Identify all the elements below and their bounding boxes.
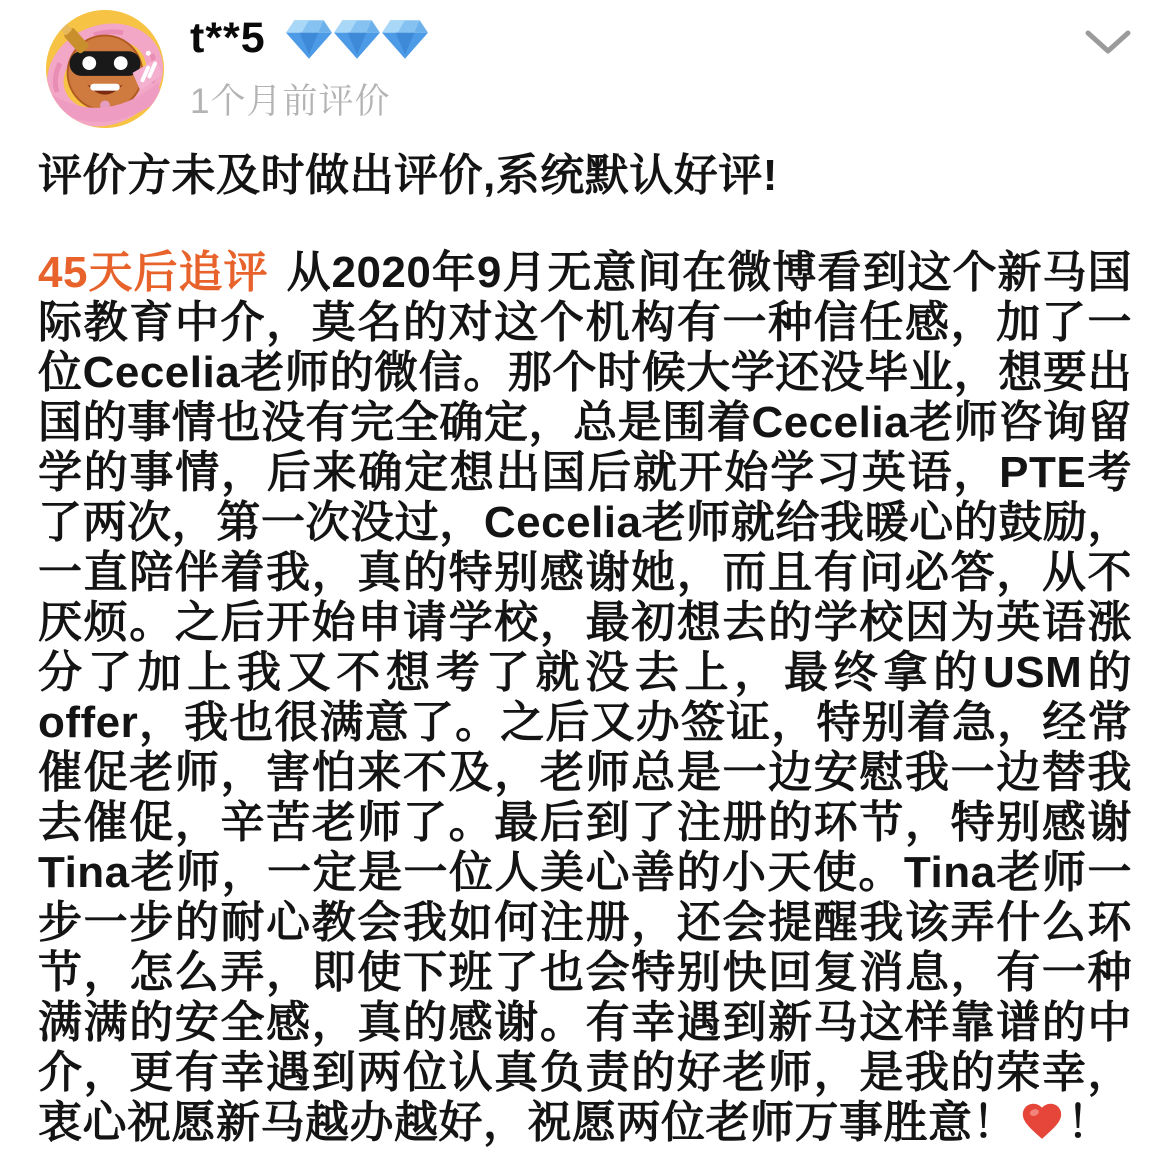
followup-review (38, 248, 1132, 1148)
collapse-button[interactable] (1080, 22, 1136, 66)
diamond-icon (380, 16, 430, 62)
review-header (38, 8, 1132, 140)
diamond-icon (332, 16, 382, 62)
username: t**5 (190, 14, 266, 62)
cartoon-face-avatar-graphic (46, 10, 164, 128)
chevron-down-icon (1083, 29, 1133, 57)
level-diamonds (284, 16, 428, 62)
followup-badge: 45天后追评 (38, 248, 269, 297)
trailing-exclamation: ！ (1067, 1098, 1112, 1147)
red-heart-icon (1019, 1098, 1065, 1144)
review-time: 1个月前评价 (190, 82, 391, 121)
system-default-note: 评价方未及时做出评价,系统默认好评! (38, 151, 778, 200)
avatar[interactable] (46, 10, 164, 128)
diamond-icon (284, 16, 334, 62)
followup-review-text: 从2020年9月无意间在微博看到这个新马国际教育中介，莫名的对这个机构有一种信任感，加了一位Cecelia老师的微信。那个时候大学还没毕业，想要出国的事情也没有完全确定，总是围着Cecelia老师咨询留学的事情，后来确定想出国后就开始学习英语，PTE考了两次，第一次没过，Cecelia老师就给我暖心的鼓励，一直陪伴着我，真的特别感谢她，而且有问必答，从不厌烦。之后开始申请学校，最初想去的学校因为英语涨分了加上我又不想考了就没去上，最终拿的USM的offer，我也很满意了。之后又办签证，特别着急，经常催促老师，害怕来不及，老师总是一边安慰我一边替我去催促，辛苦老师了。最后到了注册的环节，特别感谢Tina老师，一定是一位人美心善的小天使。Tina老师一步一步的耐心教会我如何注册，还会提醒我该弄什么环节，怎么弄，即使下班了也会特别快回复消息，有一种满满的安全感，真的感谢。有幸遇到新马这样靠谱的中介，更有幸遇到两位认真负责的好老师，是我的荣幸，衷心祝愿新马越办越好，祝愿两位老师万事胜意！ (38, 248, 1132, 1147)
user-line (190, 14, 428, 63)
